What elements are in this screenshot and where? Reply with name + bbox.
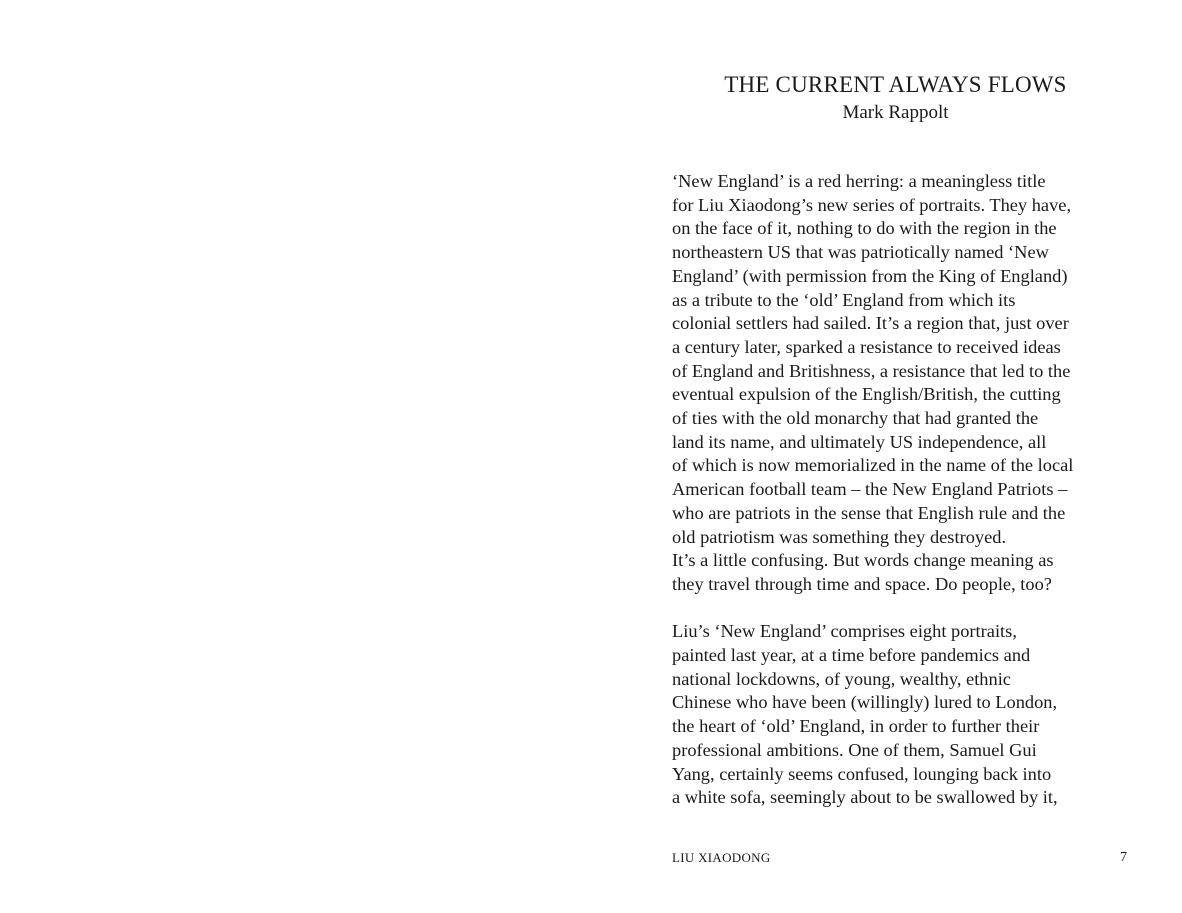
text-line: for Liu Xiaodong’s new series of portraits. They have,	[672, 194, 1072, 215]
text-line: It’s a little confusing. But words change meaning as	[672, 550, 1054, 571]
paragraph-2	[672, 620, 1127, 810]
text-line: of which is now memorialized in the name of the local	[672, 455, 1074, 476]
paragraph-1	[672, 170, 1127, 597]
text-line: painted last year, at a time before pandemics and	[672, 645, 1031, 666]
text-line: Yang, certainly seems confused, lounging back into	[672, 763, 1052, 784]
right-page	[591, 0, 1182, 913]
text-line: northeastern US that was patriotically named ‘New	[672, 242, 1049, 263]
text-line: ‘New England’ is a red herring: a meaningless title	[672, 171, 1046, 191]
text-line: eventual expulsion of the English/British, the cutting	[672, 384, 1061, 405]
text-line: a white sofa, seemingly about to be swallowed by it,	[672, 787, 1058, 808]
text-line: professional ambitions. One of them, Samuel Gui	[672, 739, 1037, 760]
text-line: of ties with the old monarchy that had granted the	[672, 408, 1039, 429]
article-title: THE CURRENT ALWAYS FLOWS	[724, 72, 1067, 97]
text-line: of England and Britishness, a resistance that led to the	[672, 360, 1071, 381]
text-line: they travel through time and space. Do people, too?	[672, 573, 1052, 594]
text-line: colonial settlers had sailed. It’s a region that, just over	[672, 313, 1069, 334]
text-line: who are patriots in the sense that English rule and the	[672, 502, 1066, 523]
text-line: old patriotism was something they destroyed.	[672, 526, 1007, 547]
text-line: as a tribute to the ‘old’ England from which its	[672, 289, 1016, 310]
text-line: the heart of ‘old’ England, in order to further their	[672, 716, 1040, 737]
text-line: land its name, and ultimately US independence, all	[672, 431, 1047, 452]
text-line: on the face of it, nothing to do with the region in the	[672, 218, 1057, 239]
page-number: 7	[1120, 850, 1127, 865]
article-body	[672, 170, 1127, 810]
text-line: American football team – the New England Patriots –	[672, 479, 1068, 500]
text-line: national lockdowns, of young, wealthy, ethnic	[672, 668, 1011, 689]
text-line: England’ (with permission from the King of England)	[672, 265, 1068, 286]
running-head: LIU XIAODONG	[672, 850, 771, 865]
text-line: a century later, sparked a resistance to received ideas	[672, 336, 1061, 357]
paragraph-spacer	[672, 597, 1127, 621]
article-author: Mark Rappolt	[842, 102, 949, 123]
text-line: Chinese who have been (willingly) lured to London,	[672, 692, 1058, 713]
text-line: Liu’s ‘New England’ comprises eight portraits,	[672, 621, 1017, 642]
